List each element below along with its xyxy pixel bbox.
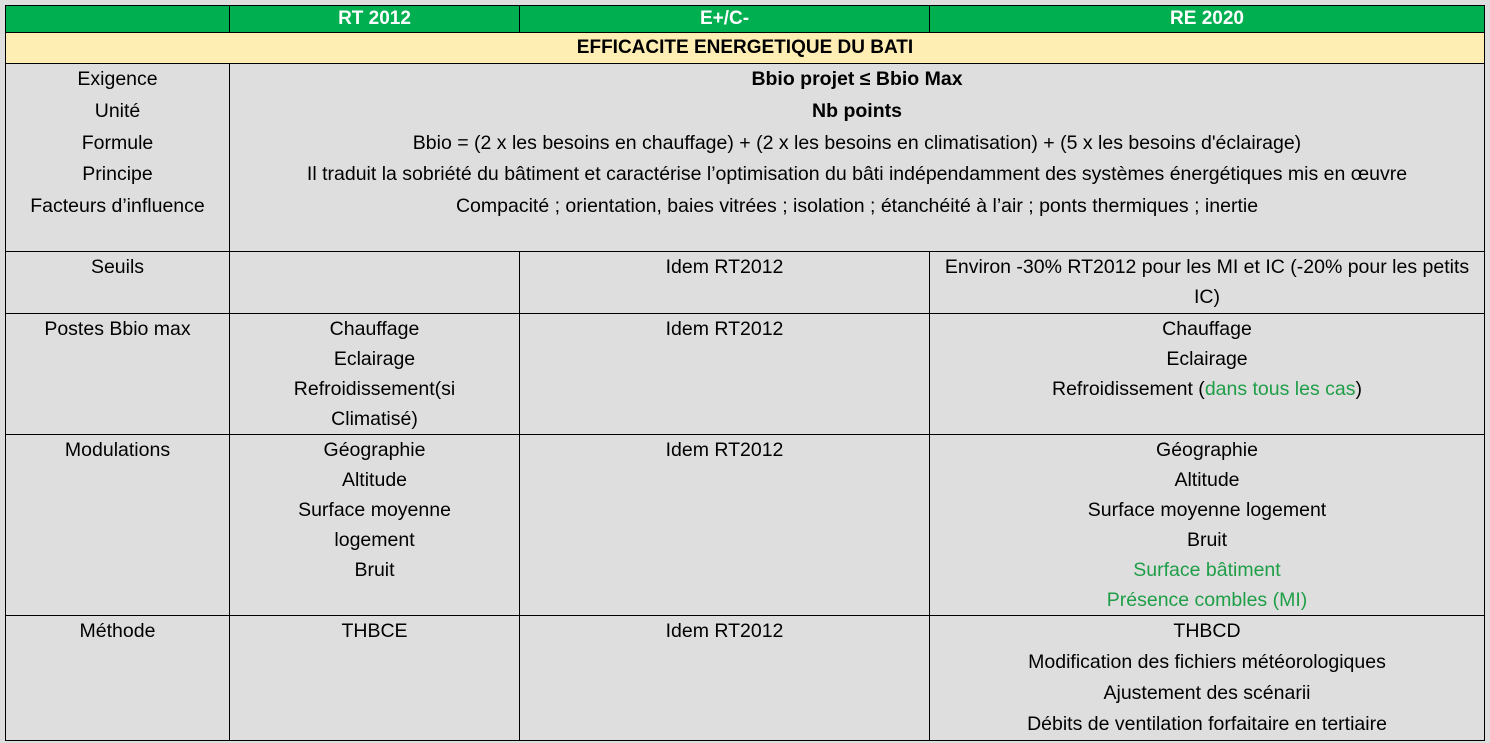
modulations-re2020-new-item: Surface bâtiment	[1133, 559, 1281, 581]
postes-re2020-suffix: )	[1355, 378, 1362, 400]
label-unite: Unité	[94, 99, 141, 122]
header-row	[6, 6, 1485, 33]
postes-re2020-item: Chauffage	[1162, 318, 1252, 340]
unite-value: Nb points	[812, 99, 902, 122]
modulations-rt2012-item: Surface moyenne logement	[298, 499, 451, 551]
modulations-rt2012-item: Altitude	[341, 469, 408, 491]
methode-re2020-item: THBCD	[1173, 620, 1241, 642]
comparison-table	[5, 5, 1485, 741]
section-row	[6, 33, 1485, 64]
postes-ec: Idem RT2012	[520, 314, 930, 435]
seuils-re2020: Environ -30% RT2012 pour les MI et IC (-20% pour les petits IC)	[930, 252, 1485, 314]
modulations-rt2012-item: Bruit	[354, 559, 395, 581]
seuils-rt2012	[230, 252, 520, 314]
modulations-rt2012-item: Géographie	[323, 439, 426, 461]
label-formule: Formule	[81, 131, 154, 154]
label-principe: Principe	[82, 163, 153, 186]
header-empty-cell	[6, 6, 230, 33]
common-values	[230, 64, 1485, 252]
methode-row	[6, 616, 1485, 741]
common-row	[6, 64, 1485, 252]
postes-re2020-highlight: dans tous les cas	[1204, 378, 1356, 400]
modulations-row	[6, 435, 1485, 616]
label-facteurs: Facteurs d’influence	[30, 195, 205, 218]
postes-re2020-item: Eclairage	[1166, 348, 1248, 370]
modulations-re2020-item: Géographie	[1156, 439, 1258, 461]
methode-ec: Idem RT2012	[520, 616, 930, 741]
modulations-label: Modulations	[6, 435, 230, 616]
methode-re2020-item: Débits de ventilation forfaitaire en tertiaire	[1027, 713, 1387, 735]
methode-re2020	[930, 616, 1485, 741]
postes-re2020-item	[934, 374, 1480, 404]
modulations-re2020-item: Bruit	[1186, 529, 1228, 551]
seuils-ec: Idem RT2012	[520, 252, 930, 314]
methode-rt2012: THBCE	[230, 616, 520, 741]
postes-rt2012-item: Eclairage	[333, 348, 416, 370]
principe-value: Il traduit la sobriété du bâtiment et caractérise l’optimisation du bâti indépendamment des systèmes énergétiques mis en œuvre	[306, 163, 1408, 186]
exigence-value: Bbio projet ≤ Bbio Max	[751, 68, 963, 90]
modulations-re2020	[930, 435, 1485, 616]
postes-row	[6, 314, 1485, 435]
seuils-label: Seuils	[6, 252, 230, 314]
header-re2020: RE 2020	[930, 6, 1485, 33]
facteurs-value: Compacité ; orientation, baies vitrées ; isolation ; étanchéité à l’air ; ponts thermiques ; inertie	[455, 195, 1259, 218]
modulations-re2020-item: Altitude	[1174, 469, 1240, 491]
methode-re2020-item: Modification des fichiers météorologiques	[1028, 651, 1386, 673]
postes-rt2012-item: Chauffage	[329, 318, 420, 340]
formule-value: Bbio = (2 x les besoins en chauffage) + (2 x les besoins en climatisation) + (5 x les besoins d'éclairage)	[412, 131, 1302, 154]
section-title: EFFICACITE ENERGETIQUE DU BATI	[6, 33, 1485, 64]
label-exigence: Exigence	[77, 68, 158, 90]
postes-re2020	[930, 314, 1485, 435]
postes-label: Postes Bbio max	[6, 314, 230, 435]
header-e-c: E+/C-	[520, 6, 930, 33]
modulations-re2020-item: Surface moyenne logement	[1087, 499, 1327, 521]
modulations-ec: Idem RT2012	[520, 435, 930, 616]
postes-re2020-prefix: Refroidissement (	[1052, 378, 1205, 400]
modulations-re2020-new-item: Présence combles (MI)	[1106, 589, 1308, 611]
methode-label: Méthode	[6, 616, 230, 741]
postes-rt2012	[230, 314, 520, 435]
methode-re2020-item: Ajustement des scénarii	[1103, 682, 1311, 704]
common-labels	[6, 64, 230, 252]
header-rt2012: RT 2012	[230, 6, 520, 33]
modulations-rt2012	[230, 435, 520, 616]
seuils-row	[6, 252, 1485, 314]
postes-rt2012-item: Refroidissement(si Climatisé)	[293, 378, 456, 430]
